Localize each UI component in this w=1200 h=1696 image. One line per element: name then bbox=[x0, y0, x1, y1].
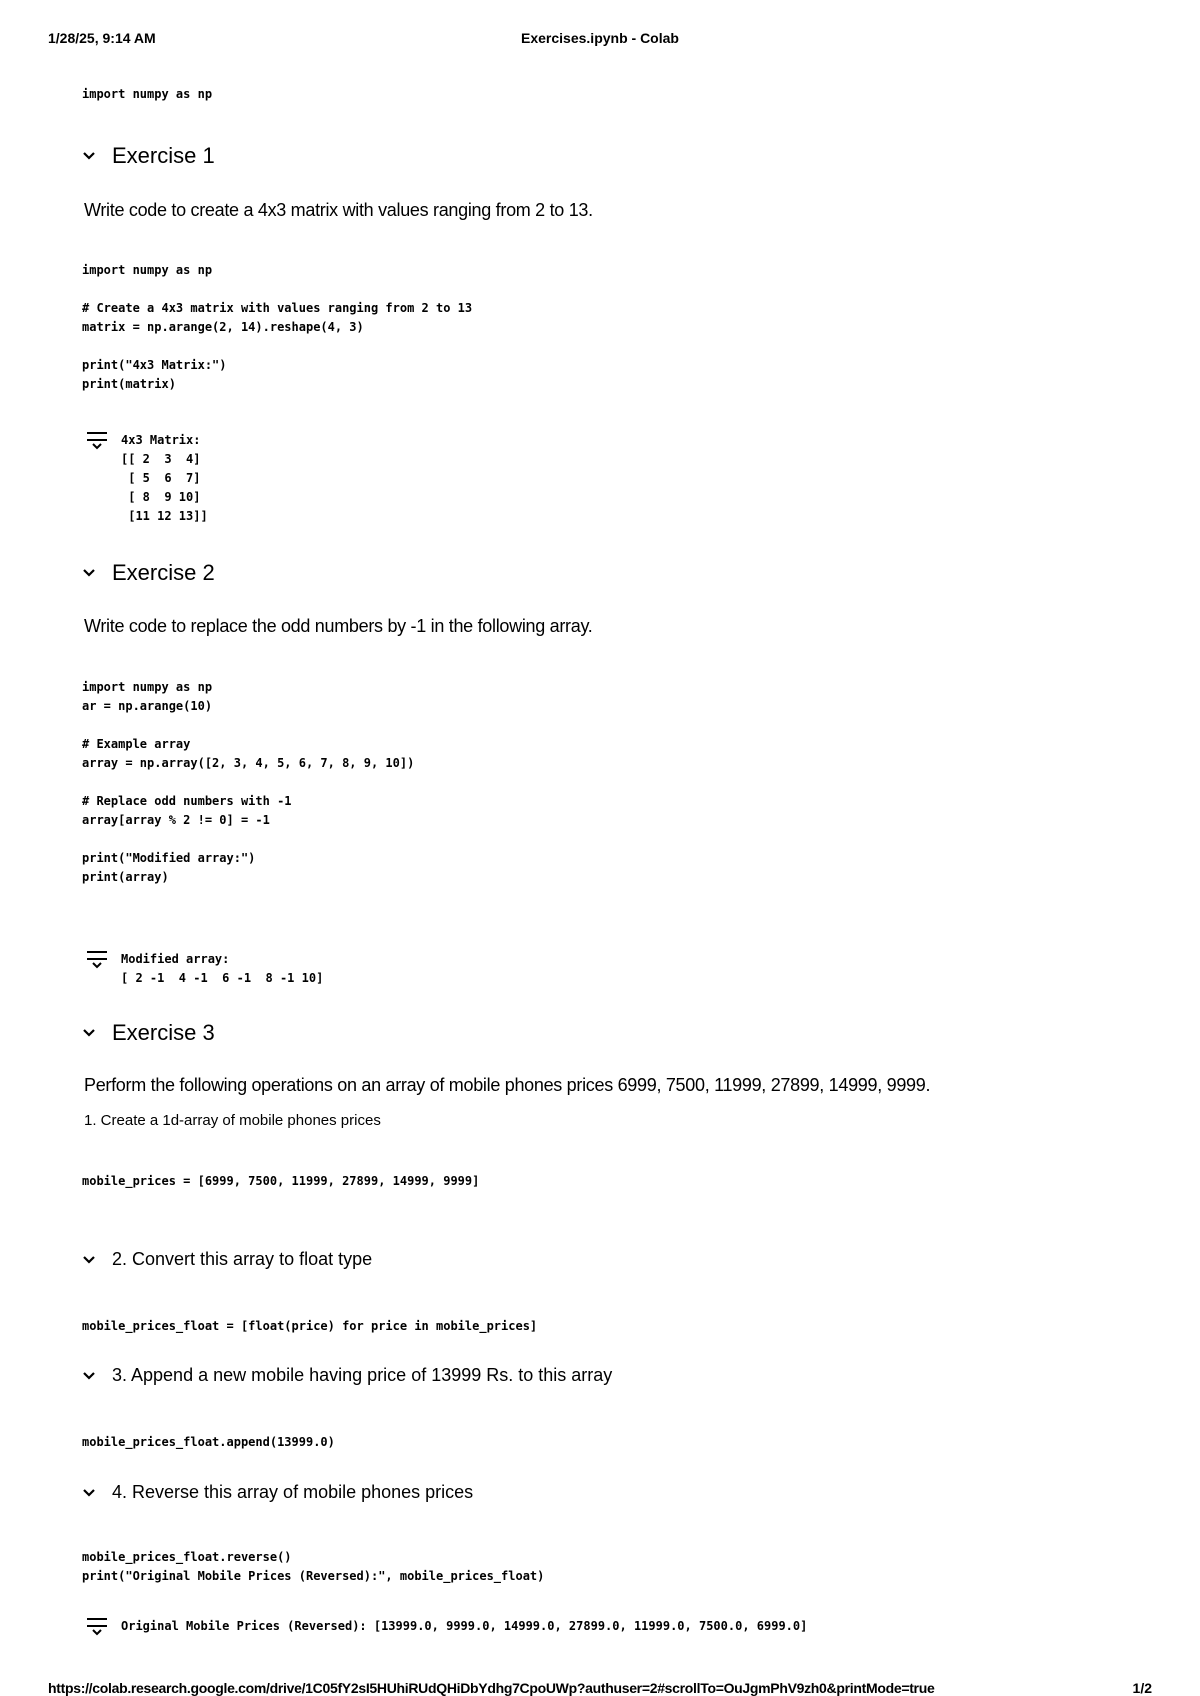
chevron-down-icon[interactable] bbox=[82, 1255, 96, 1265]
code-line: import numpy as np bbox=[82, 680, 213, 694]
section-title: 3. Append a new mobile having price of 13999 Rs. to this array bbox=[112, 1365, 613, 1385]
output-text bbox=[121, 1617, 807, 1636]
section-heading-step-2[interactable] bbox=[82, 1249, 372, 1270]
markdown-text: Write code to replace the odd numbers by -1 in the following array. bbox=[84, 616, 593, 636]
code-block bbox=[82, 1433, 335, 1452]
code-cell[interactable] bbox=[82, 1433, 335, 1452]
page-url: https://colab.research.google.com/drive/1C05fY2sI5HUhiRUdQHiDbYdhg7CpoUWp?authuser=2#scrollTo=OuJgmPhV9zh0&printMode=true bbox=[48, 1680, 935, 1696]
code-block bbox=[82, 85, 212, 104]
code-block bbox=[82, 1548, 544, 1586]
code-line bbox=[82, 280, 472, 299]
section-heading-exercise-2[interactable] bbox=[82, 560, 215, 586]
page-number: 1/2 bbox=[1132, 1680, 1152, 1696]
print-date: 1/28/25, 9:14 AM bbox=[48, 30, 156, 46]
code-cell[interactable] bbox=[82, 85, 212, 104]
code-line bbox=[82, 830, 414, 849]
code-cell[interactable] bbox=[82, 1317, 537, 1336]
markdown-step: 1. Create a 1d-array of mobile phones prices bbox=[84, 1112, 381, 1129]
output-toggle-icon[interactable] bbox=[85, 949, 109, 969]
section-title: Exercise 3 bbox=[112, 1020, 215, 1045]
output-text bbox=[121, 431, 208, 526]
cell-output bbox=[85, 950, 323, 988]
chevron-down-icon[interactable] bbox=[82, 568, 96, 578]
code-line: print(matrix) bbox=[82, 377, 176, 391]
chevron-down-icon[interactable] bbox=[82, 151, 96, 161]
code-block bbox=[82, 1317, 537, 1336]
section-title: Exercise 1 bbox=[112, 143, 215, 168]
section-heading-exercise-1[interactable] bbox=[82, 143, 215, 169]
output-toggle-icon[interactable] bbox=[85, 1616, 109, 1636]
cell-output bbox=[85, 431, 208, 526]
output-line: [ 2 -1 4 -1 6 -1 8 -1 10] bbox=[121, 971, 324, 985]
code-line: mobile_prices_float.append(13999.0) bbox=[82, 1435, 335, 1449]
output-line: [11 12 13]] bbox=[121, 509, 208, 523]
code-line: print(array) bbox=[82, 870, 169, 884]
output-toggle-icon[interactable] bbox=[85, 430, 109, 450]
output-line: 4x3 Matrix: bbox=[121, 433, 201, 447]
section-heading-step-3[interactable] bbox=[82, 1365, 612, 1386]
code-cell[interactable] bbox=[82, 1548, 544, 1586]
output-line: Modified array: bbox=[121, 952, 230, 966]
output-line: [ 5 6 7] bbox=[121, 471, 201, 485]
section-heading-step-4[interactable] bbox=[82, 1482, 473, 1503]
code-line bbox=[82, 337, 472, 356]
code-block bbox=[82, 1172, 479, 1191]
code-line: array[array % 2 != 0] = -1 bbox=[82, 813, 270, 827]
code-line: mobile_prices_float = [float(price) for price in mobile_prices] bbox=[82, 1319, 538, 1333]
chevron-down-icon[interactable] bbox=[82, 1488, 96, 1498]
code-line: # Replace odd numbers with -1 bbox=[82, 794, 292, 808]
markdown-text: Perform the following operations on an array of mobile phones prices 6999, 7500, 11999, 27899, 14999, 9999. bbox=[84, 1075, 931, 1095]
section-title: 4. Reverse this array of mobile phones prices bbox=[112, 1482, 474, 1502]
code-line bbox=[82, 716, 414, 735]
output-line: [[ 2 3 4] bbox=[121, 452, 201, 466]
markdown-text: Write code to create a 4x3 matrix with values ranging from 2 to 13. bbox=[84, 200, 593, 220]
code-line: mobile_prices = [6999, 7500, 11999, 27899, 14999, 9999] bbox=[82, 1174, 480, 1188]
output-line: [ 8 9 10] bbox=[121, 490, 201, 504]
code-line: array = np.array([2, 3, 4, 5, 6, 7, 8, 9, 10]) bbox=[82, 756, 415, 770]
code-cell[interactable] bbox=[82, 261, 472, 394]
output-line: Original Mobile Prices (Reversed): [13999.0, 9999.0, 14999.0, 27899.0, 11999.0, 7500.0, 6999.0] bbox=[121, 1619, 808, 1633]
code-line: print("Modified array:") bbox=[82, 851, 256, 865]
print-header bbox=[48, 30, 1152, 50]
chevron-down-icon[interactable] bbox=[82, 1028, 96, 1038]
notebook-title: Exercises.ipynb - Colab bbox=[521, 30, 679, 46]
code-block bbox=[82, 678, 414, 887]
code-line: print("4x3 Matrix:") bbox=[82, 358, 227, 372]
code-block bbox=[82, 261, 472, 394]
code-line: ar = np.arange(10) bbox=[82, 699, 213, 713]
code-line: matrix = np.arange(2, 14).reshape(4, 3) bbox=[82, 320, 364, 334]
code-line: import numpy as np bbox=[82, 87, 213, 101]
code-line bbox=[82, 773, 414, 792]
output-text bbox=[121, 950, 323, 988]
cell-output bbox=[85, 1617, 807, 1636]
code-cell[interactable] bbox=[82, 1172, 479, 1191]
section-heading-exercise-3[interactable] bbox=[82, 1020, 215, 1046]
code-line: # Create a 4x3 matrix with values ranging from 2 to 13 bbox=[82, 301, 473, 315]
code-line: import numpy as np bbox=[82, 263, 213, 277]
chevron-down-icon[interactable] bbox=[82, 1371, 96, 1381]
code-line: # Example array bbox=[82, 737, 191, 751]
code-line: mobile_prices_float.reverse() bbox=[82, 1550, 292, 1564]
section-title: 2. Convert this array to float type bbox=[112, 1249, 373, 1269]
code-line: print("Original Mobile Prices (Reversed):", mobile_prices_float) bbox=[82, 1569, 545, 1583]
code-cell[interactable] bbox=[82, 678, 414, 887]
section-title: Exercise 2 bbox=[112, 560, 215, 585]
